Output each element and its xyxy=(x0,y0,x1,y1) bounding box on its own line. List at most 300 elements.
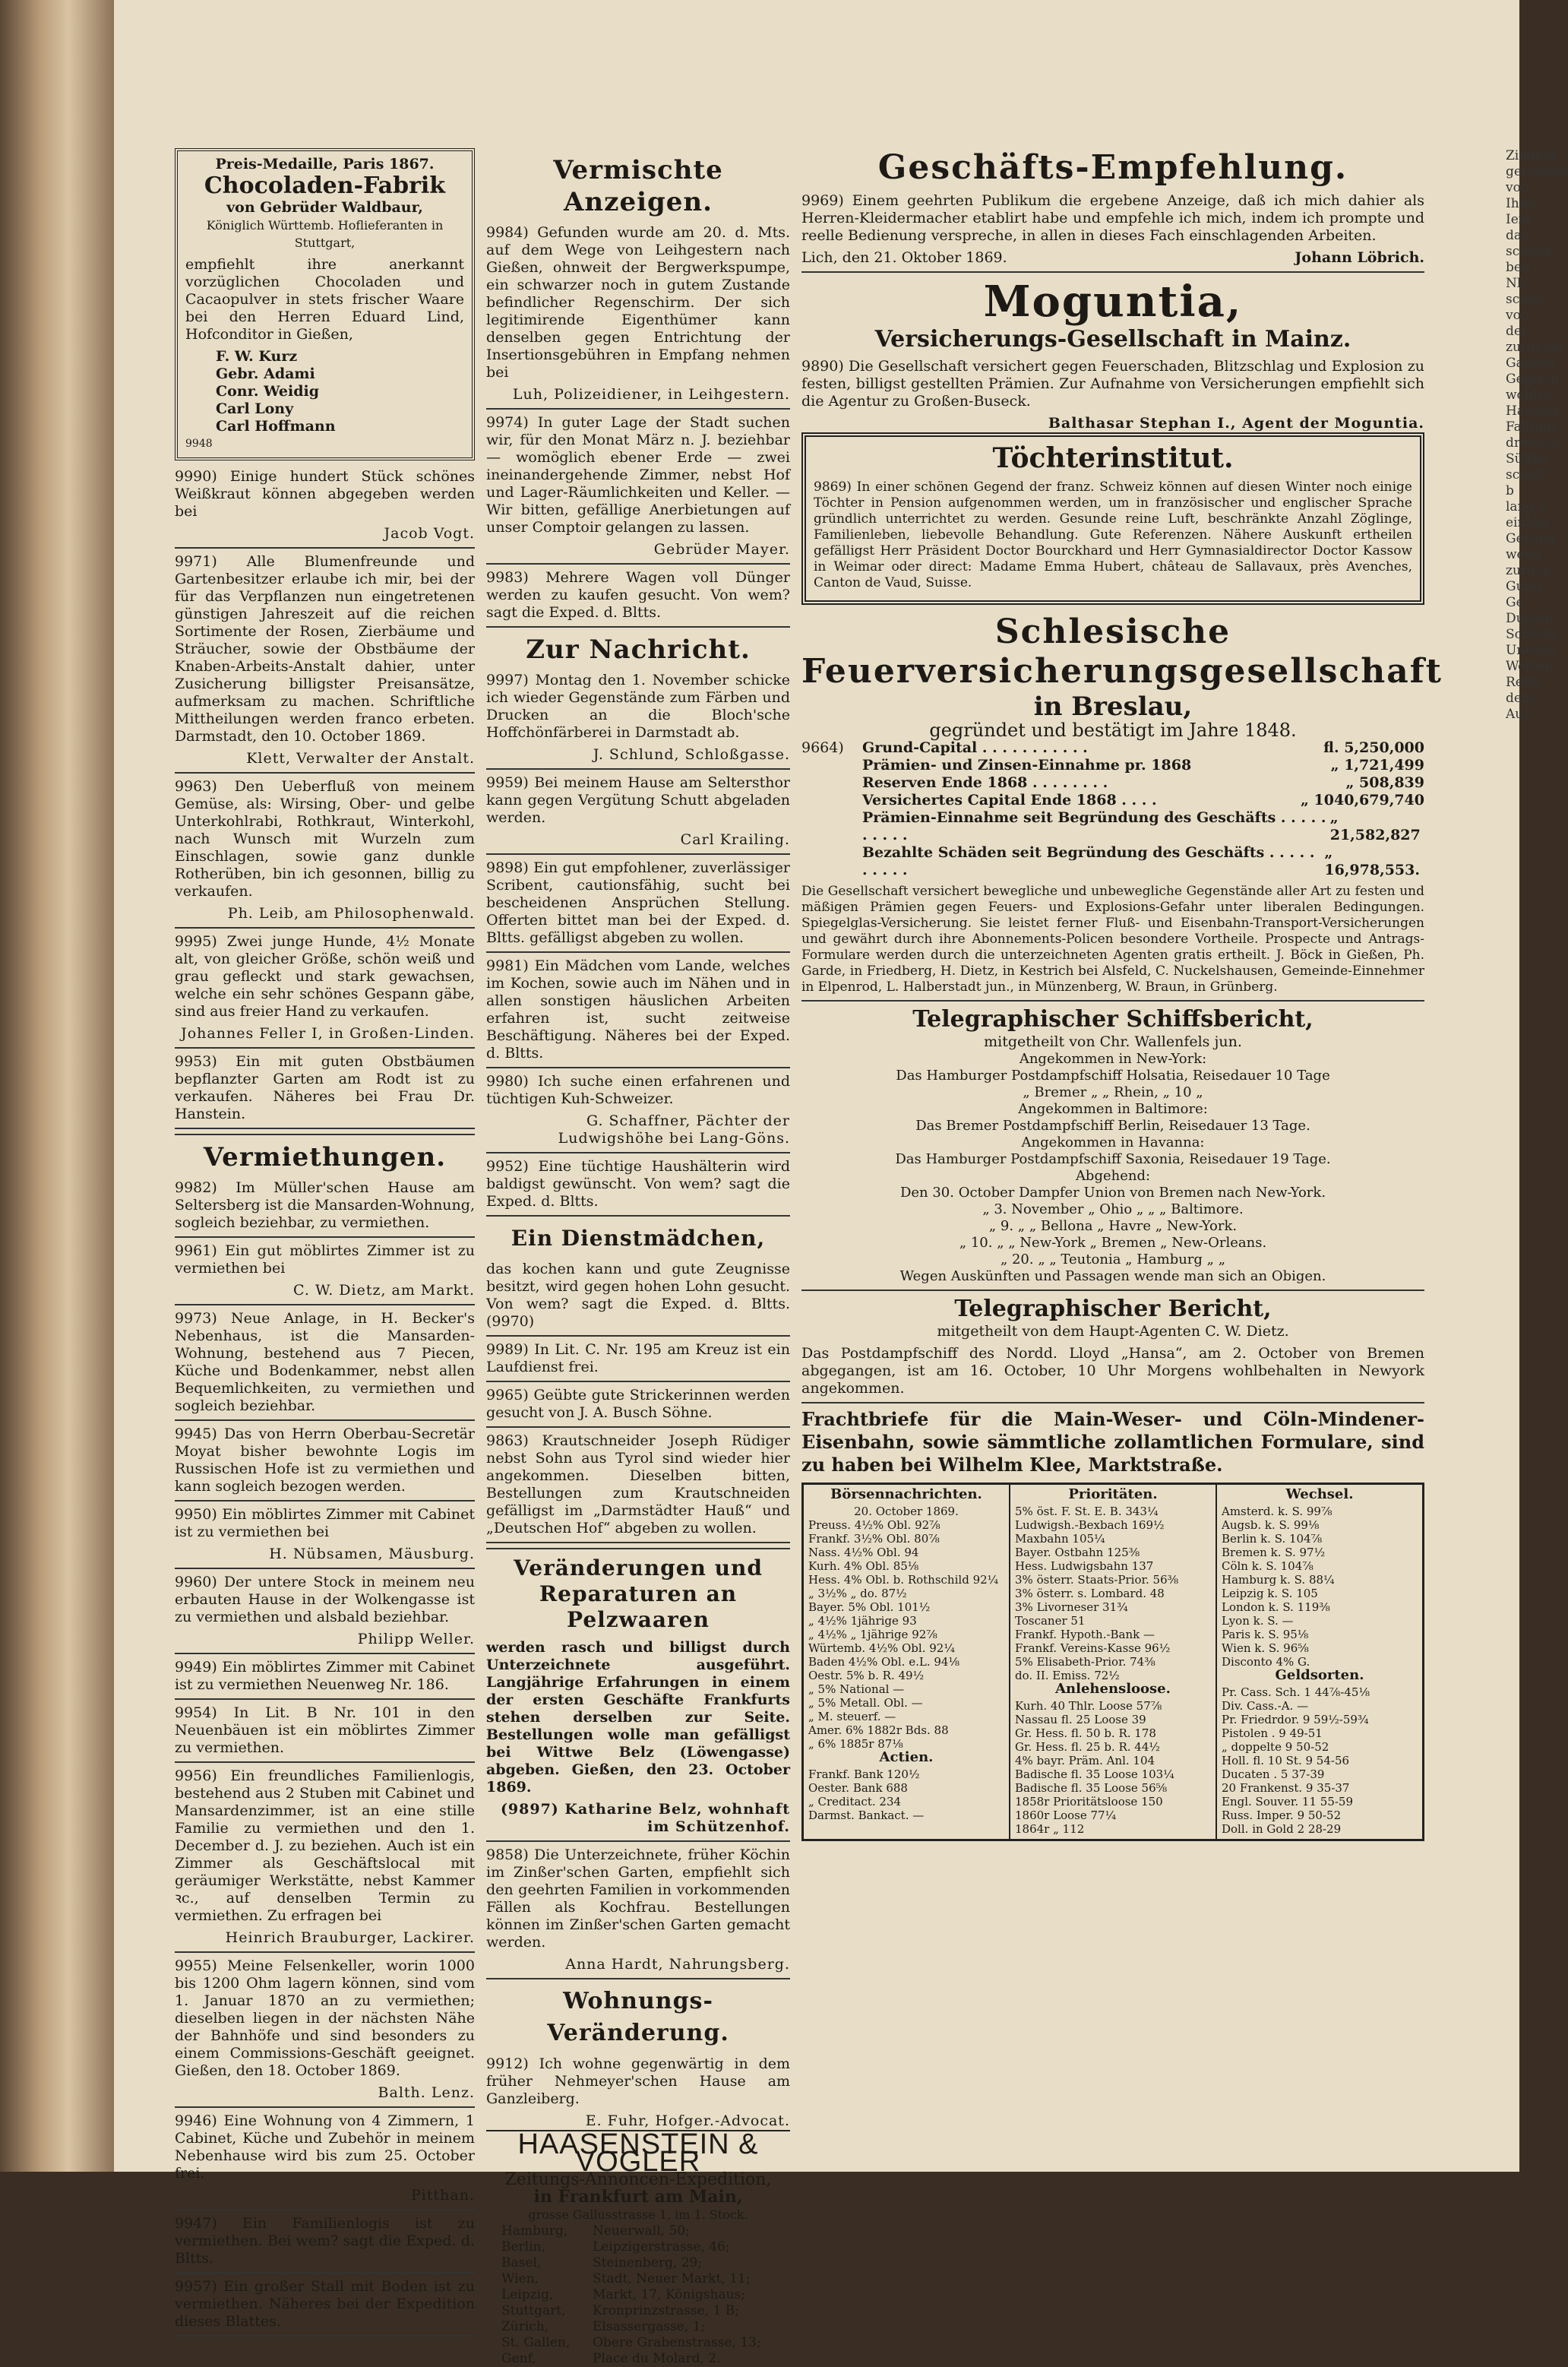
vermiet-item-sig: Philipp Weller. xyxy=(357,1631,475,1647)
hv-branch-city: Berlin, xyxy=(501,2239,545,2255)
cut-text-fragment: zurückm xyxy=(1506,340,1563,355)
geld-line: Ducaten . 5 37-39 xyxy=(1222,1767,1325,1781)
ship-line: Angekommen in New-York: xyxy=(1019,1051,1207,1067)
ad-item-sig: G. Schaffner, Pächter der Ludwigshöhe bei Lang-Göns. xyxy=(558,1112,790,1147)
ship-line: Das Hamburger Postdampfschiff Holsatia, Reisedauer 10 Tage xyxy=(896,1068,1330,1084)
tel2-heading: Telegraphischer Bericht, xyxy=(954,1296,1272,1322)
divider xyxy=(175,1653,475,1654)
cut-text-fragment: Ganges xyxy=(1506,356,1555,371)
tel1-lines xyxy=(801,1051,1424,1285)
chocolate-ad xyxy=(175,148,475,460)
schlesische-value: „ 16,978,553. xyxy=(1324,844,1420,878)
ad-item xyxy=(486,414,790,565)
ship-line: „ 9. „ „ Bellona „ Havre „ New-York. xyxy=(988,1218,1238,1234)
col2-ads-3 xyxy=(486,1341,790,1543)
divider xyxy=(175,1304,475,1305)
cut-text-fragment: dem xyxy=(1506,691,1535,706)
aktien-list xyxy=(808,1767,1004,1822)
geld-line: Doll. in Gold 2 28-29 xyxy=(1222,1822,1342,1836)
geld-line: Div. Cass.-A. — xyxy=(1222,1699,1309,1713)
ship-line: Angekommen in Baltimore: xyxy=(1018,1101,1208,1117)
divider xyxy=(175,1568,475,1569)
hv-branch-city: Wien, xyxy=(501,2271,539,2286)
hv-branch-address: Markt, 17, Königshaus; xyxy=(593,2287,746,2302)
cut-text-fragment: drenlich xyxy=(1506,435,1560,451)
anl-line: Badische fl. 35 Loose 103¼ xyxy=(1015,1767,1174,1781)
divider xyxy=(175,1236,475,1238)
ad-item-sig: J. Schlund, Schloßgasse. xyxy=(593,746,790,763)
ad-item xyxy=(486,859,790,953)
vermiet-item-text: 9949) Ein möblirtes Zimmer mit Cabinet ist zu vermiethen Neuenweg Nr. 186. xyxy=(175,1659,475,1693)
ad-item-text: 9952) Eine tüchtige Haushälterin wird baldigst gewünscht. Von wem? sagt die Exped. d. Bltts. xyxy=(486,1158,790,1210)
cut-text-fragment: Fallthür xyxy=(1506,419,1558,435)
prio-line: 5% öst. F. St. E. B. 343¼ xyxy=(1015,1505,1159,1518)
tel1-sub: mitgetheilt von Chr. Wallenfels jun. xyxy=(984,1033,1242,1050)
ad-item-text: 9984) Gefunden wurde am 20. d. Mts. auf dem Wege von Leihgestern nach Gießen, ohnweit der Bergwerkspumpe, ein schwarzer noch in gutem Zustande befindlicher Regenschirm. Der sich legitimirende Eigenthümer kann denselben gegen Entrichtung der Insertionsgebühren in Empfang nehmen bei xyxy=(486,224,790,381)
dealer-4: Carl Lony xyxy=(216,400,294,417)
hv-branch-address: Kronprinzstrasse, 1 B; xyxy=(593,2303,739,2318)
prio-line: Bayer. Ostbahn 125⅜ xyxy=(1015,1546,1140,1559)
ship-line: „ 10. „ „ New-York „ Bremen „ New-Orleans. xyxy=(959,1235,1267,1251)
dealer-2: Gebr. Adami xyxy=(216,365,315,382)
toechter-box xyxy=(801,432,1424,605)
divider xyxy=(175,772,475,774)
geschaefts-sig: Johann Löbrich. xyxy=(1295,249,1424,266)
ad-item xyxy=(486,1073,790,1153)
hv-branch-city: Basel, xyxy=(501,2255,542,2270)
cut-text-fragment: wenn xyxy=(1506,547,1541,562)
vermiet-item xyxy=(175,1506,475,1569)
aktien-line: Oester. Bank 688 xyxy=(808,1781,908,1795)
divider xyxy=(175,2272,475,2274)
hv-branch-row xyxy=(501,2335,790,2351)
boerse-date: 20. October 1869. xyxy=(854,1505,959,1518)
anl-title: Anlehensloose. xyxy=(1055,1681,1171,1697)
prio-line: 5% Elisabeth-Prior. 74⅜ xyxy=(1015,1655,1155,1669)
divider xyxy=(175,1047,475,1049)
geschaefts-text: 9969) Einem geehrten Publikum die ergebene Anzeige, daß ich mich dahier als Herren-Kleidermacher etablirt habe und empfehle ich mich, indem ich prompte und reelle Bedienung verspreche, in allen in dieses Fach einschlagenden Arbeiten. xyxy=(801,192,1424,244)
hv-branch-city: St. Gallen, xyxy=(501,2335,571,2350)
ad-item xyxy=(486,1432,790,1543)
schlesische-value: „ 21,582,827 xyxy=(1329,809,1421,843)
ad-item-sig: Johannes Feller I, in Großen-Linden. xyxy=(181,1025,475,1042)
newspaper-page xyxy=(114,0,1568,2366)
hv-branch-row xyxy=(501,2271,790,2287)
schlesische-row xyxy=(862,739,1424,757)
cut-text-fragment: gerabgen xyxy=(1506,164,1568,179)
anl-line: Gr. Hess. fl. 50 b. R. 178 xyxy=(1015,1726,1156,1740)
hv-branch-row xyxy=(501,2239,790,2255)
geld-line: Holl. fl. 10 St. 9 54-56 xyxy=(1222,1754,1350,1767)
schlesische-num: 9664) xyxy=(801,739,844,756)
column-2 xyxy=(486,148,790,2367)
wechsel-line: London k. S. 119⅜ xyxy=(1222,1600,1330,1614)
geld-list xyxy=(1222,1685,1418,1836)
wohn-heading: Wohnungs-Veränderung. xyxy=(547,1988,729,2046)
geld-line: Pr. Friedrdor. 9 59½-59¾ xyxy=(1222,1713,1369,1726)
ad-item xyxy=(486,1158,790,1217)
vermiet-item-text: 9960) Der untere Stock in meinem neu erbauten Hause in der Wolkengasse ist zu vermiethen und alsbald beziehbar. xyxy=(175,1574,475,1625)
vermiet-item xyxy=(175,1426,475,1502)
vermiet-item-sig: C. W. Dietz, am Markt. xyxy=(293,1282,475,1299)
hv-branch-city: Stuttgart, xyxy=(501,2303,566,2318)
vermiet-item xyxy=(175,1659,475,1700)
schlesische-value: „ 1,721,499 xyxy=(1330,757,1424,774)
ad-item-sig: Jacob Vogt. xyxy=(384,525,475,542)
vermiet-item xyxy=(175,2215,475,2274)
divider xyxy=(175,1698,475,1700)
geld-line: Pr. Cass. Sch. 1 44⅞-45⅛ xyxy=(1222,1685,1370,1699)
hv-branch-city: Leipzig, xyxy=(501,2287,554,2302)
cut-text-fragment: Unruhe xyxy=(1506,643,1556,658)
bond-line: Amer. 6% 1882r Bds. 88 xyxy=(808,1723,949,1737)
wechsel-line: Disconto 4% G. xyxy=(1222,1655,1310,1669)
vermiet-item-text: 9956) Ein freundliches Familienlogis, bestehend aus 2 Stuben mit Cabinet und Mansardenzimmer, ist an eine stille Familie zu vermiethen und den 1. December d. J. zu beziehen. Auch ist ein Zimmer als Geschäftslocal mit geräumiger Werkstätte, nebst Kammer ꝛc., auf denselben Termin zu vermiethen. Zu erfragen bei xyxy=(175,1767,475,1924)
schlesische-label: Versichertes Capital Ende 1868 . . . . xyxy=(862,792,1157,809)
schlesische-heading: Schlesische Feuerversicherungsgesellschaft xyxy=(801,612,1443,691)
bond-line: „ 4½% „ 1jährige 92⅞ xyxy=(808,1628,937,1641)
divider xyxy=(486,1152,790,1153)
wechsel-line: Cöln k. S. 104⅞ xyxy=(1222,1559,1314,1573)
ship-line: Angekommen in Havanna: xyxy=(1021,1134,1205,1150)
schlesische-table xyxy=(801,739,1424,879)
bond-line: Preuss. 4½% Obl. 92⅞ xyxy=(808,1518,940,1532)
divider xyxy=(486,1067,790,1068)
ad-item xyxy=(175,933,475,1049)
bond-line: Hess. 4% Obl. b. Rothschild 92¼ xyxy=(808,1573,999,1587)
ad-item-text: 9995) Zwei junge Hunde, 4½ Monate alt, von gleicher Größe, schön weiß und grau gefleckt und stark gewachsen, welche ein sehr schönes Gespann gäbe, sind aus freier Hand zu verkaufen. xyxy=(175,933,475,1020)
geld-line: Pistolen . 9 49-51 xyxy=(1222,1726,1323,1740)
tel1-heading: Telegraphischer Schiffsbericht, xyxy=(912,1006,1314,1033)
geld-line: „ doppelte 9 50-52 xyxy=(1222,1740,1329,1754)
prio-line: do. II. Emiss. 72½ xyxy=(1015,1669,1120,1682)
hv-branch-row xyxy=(501,2223,790,2239)
boerse-col-3 xyxy=(1217,1485,1422,1839)
vermiet-item-text: 9950) Ein möblirtes Zimmer mit Cabinet ist zu vermiethen bei xyxy=(175,1506,475,1540)
cut-text-fragment: wohlsh xyxy=(1506,388,1552,403)
cut-text-fragment: Aus xyxy=(1506,707,1530,722)
wechsel-line: Lyon k. S. — xyxy=(1222,1614,1294,1628)
anl-line: Nassau fl. 25 Loose 39 xyxy=(1015,1713,1146,1726)
vermischte-heading: Vermischte Anzeigen. xyxy=(553,155,723,217)
divider xyxy=(486,1426,790,1428)
bond-line: „ 4½% 1jährige 93 xyxy=(808,1614,917,1628)
prio-line: Hess. Ludwigsbahn 137 xyxy=(1015,1559,1154,1573)
ad-item-sig: Ph. Leib, am Philosophenwald. xyxy=(227,905,475,922)
cut-text-fragment: zurück xyxy=(1506,563,1551,578)
divider xyxy=(175,2106,475,2108)
hv-branch-address: Obere Grabenstrasse, 13; xyxy=(593,2335,761,2350)
wohn-text: 9912) Ich wohne gegenwärtig in dem früher Nehmeyer'schen Hause am Ganzleiberg. xyxy=(486,2055,790,2107)
divider xyxy=(175,1500,475,1502)
divider xyxy=(175,1951,475,1953)
divider xyxy=(486,626,790,628)
col2-ads-2 xyxy=(486,672,790,1217)
cut-text-fragment: Gesund xyxy=(1506,531,1556,546)
wechsel-list xyxy=(1222,1505,1418,1669)
anl-list xyxy=(1015,1699,1211,1836)
ship-line: Abgehend: xyxy=(1075,1168,1151,1184)
prio-title: Prioritäten. xyxy=(1068,1486,1158,1502)
wechsel-line: Paris k. S. 95⅛ xyxy=(1222,1628,1309,1641)
ad-9858-sig: Anna Hardt, Nahrungsberg. xyxy=(565,1956,790,1973)
anl-line: 4% bayr. Präm. Anl. 104 xyxy=(1015,1754,1155,1767)
cut-text-fragment: Zimmer xyxy=(1506,148,1557,163)
divider xyxy=(801,1290,1424,1291)
bond-line: „ 5% National — xyxy=(808,1682,905,1696)
divider xyxy=(486,853,790,855)
divider xyxy=(486,408,790,410)
divider xyxy=(486,1840,790,1842)
toechter-text: 9869) In einer schönen Gegend der franz. Schweiz können auf diesen Winter noch einige Töchter in Pension aufgenommen werden, um in französischer und englischer Sprache gründlich unterrichtet zu werden. Gesunde reine Luft, beschränkte Anzahl Zöglinge, Familienleben, liebevolle Behandlung. Gute Referenzen. Nähere Auskunft ertheilen gefälligst Herr Präsident Doctor Bourckhard und Herr Gymnasialdirector Doctor Kassow in Weimar oder direct: Madame Emma Hubert, château de Sallavaux, près Avenches, Canton de Vaud, Suisse. xyxy=(814,479,1412,590)
schlesische-label: Prämien-Einnahme seit Begründung des Geschäfts . . . . . . . . . . xyxy=(862,809,1326,843)
aktien-title: Actien. xyxy=(879,1749,934,1765)
divider xyxy=(175,1134,475,1135)
ad-item-sig: Gebrüder Mayer. xyxy=(653,541,790,558)
vermiet-item-sig: H. Nübsamen, Mäusburg. xyxy=(269,1546,475,1562)
ad-item-text: 9983) Mehrere Wagen voll Dünger werden zu kaufen gesucht. Von wem? sagt die Exped. d. Bltts. xyxy=(486,569,790,621)
ship-line: „ Bremer „ „ Rhein, „ 10 „ xyxy=(1023,1084,1203,1100)
divider xyxy=(486,1381,790,1382)
ad-item-text: 9963) Den Ueberfluß von meinem Gemüse, als: Wirsing, Ober- und gelbe Unterkohlrabi, Rothkraut, Winterkohl, nach Wunsch mit Wurzeln zum Einschlagen, sowie ganz dunkle Rotherüben, bin ich gesonnen, billig zu verkaufen. xyxy=(175,778,475,900)
vermiet-heading: Vermiethungen. xyxy=(203,1142,447,1172)
geschaefts-date: Lich, den 21. Oktober 1869. xyxy=(801,249,1007,266)
anl-line: 1860r Loose 77¼ xyxy=(1015,1808,1117,1822)
ad-item xyxy=(486,1387,790,1428)
pelz-heading: Veränderungen und Reparaturen an Pelzwaaren xyxy=(514,1555,763,1632)
ship-line: Wegen Auskünften und Passagen wende man sich an Obigen. xyxy=(899,1268,1326,1284)
column-1 xyxy=(175,148,475,2341)
vermiet-item xyxy=(175,2112,475,2210)
moguntia-text: 9890) Die Gesellschaft versichert gegen Feuerschaden, Blitzschlag und Explosion zu festen, billigst gestellten Prämien. Zur Aufnahme von Versicherungen empfiehlt sich die Agentur zu Großen-Buseck. xyxy=(801,358,1424,410)
ship-line: Das Bremer Postdampfschiff Berlin, Reisedauer 13 Tage. xyxy=(915,1118,1310,1134)
divider xyxy=(486,1215,790,1217)
vermiet-item xyxy=(175,1242,475,1305)
vermiet-item-text: 9957) Ein großer Stall mit Boden ist zu vermiethen. Näheres bei der Expedition dieses Blattes. xyxy=(175,2278,475,2330)
column-3 xyxy=(801,148,1443,1841)
col1-ads xyxy=(175,468,475,1129)
vermiet-item xyxy=(175,1957,475,2108)
schlesische-label: Grund-Capital . . . . . . . . . . . xyxy=(862,739,1088,756)
bond-line: Frankf. 3½% Obl. 80⅞ xyxy=(808,1532,940,1546)
hv-branch-row xyxy=(501,2319,790,2335)
ship-line: Den 30. October Dampfer Union von Bremen nach New-York. xyxy=(899,1185,1326,1201)
ad-item xyxy=(175,778,475,929)
cut-text-fragment: Ge xyxy=(1506,595,1524,610)
hv-branch-address: Stadt, Neuer Markt, 11; xyxy=(593,2271,751,2286)
ad-item-sig: Carl Krailing. xyxy=(680,831,790,848)
wechsel-line: Berlin k. S. 104⅞ xyxy=(1222,1532,1323,1546)
bond-line: „ 6% 1885r 87⅛ xyxy=(808,1737,903,1751)
schlesische-row xyxy=(862,757,1424,774)
bond-line: „ M. steuerf. — xyxy=(808,1710,896,1723)
wechsel-line: Wien k. S. 96⅝ xyxy=(1222,1641,1309,1655)
prio-line: 3% österr. Staats-Prior. 56⅜ xyxy=(1015,1573,1179,1587)
prio-line: 3% Livorneser 31¾ xyxy=(1015,1600,1128,1614)
cut-text-fragment: Sülfan xyxy=(1506,451,1548,467)
ad-item-text: 9898) Ein gut empfohlener, zuverlässiger Scribent, cautionsfähig, sucht bei bescheidenen Ansprüchen Stellung. Offerten bittet man bei der Exped. d. Bltts. gefälligst abgeben zu wollen. xyxy=(486,859,790,946)
ad-item xyxy=(486,569,790,628)
hv-branch-row xyxy=(501,2351,790,2367)
tel2-text: Das Postdampfschiff des Nordd. Lloyd „Hansa“, am 2. October von Bremen abgegangen, ist am 16. October, 10 Uhr Morgens wohlbehalten in Newyork angekommen. xyxy=(801,1345,1424,1397)
choc-text: empfiehlt ihre anerkannt vorzüglichen Chocoladen und Cacaopulver in stets frischer Waare bei den Herren Eduard Lind, Hofconditor in Gießen, xyxy=(185,256,464,343)
toechter-heading: Töchterinstitut. xyxy=(992,442,1234,474)
col2-ads-1 xyxy=(486,224,790,628)
divider xyxy=(175,1761,475,1763)
choc-title-1: Preis-Medaille, Paris 1867. xyxy=(215,156,435,172)
geld-line: Engl. Souver. 11 55-59 xyxy=(1222,1795,1354,1808)
divider xyxy=(175,1128,475,1129)
geld-title: Geldsorten. xyxy=(1275,1667,1364,1683)
ad-item-text: 9990) Einige hundert Stück schönes Weißkraut können abgegeben werden bei xyxy=(175,468,475,520)
schlesische-founded: gegründet und bestätigt im Jahre 1848. xyxy=(929,720,1297,741)
cut-text-fragment: einhba xyxy=(1506,515,1551,530)
vermiet-item xyxy=(175,1574,475,1654)
schlesische-value: fl. 5,250,000 xyxy=(1323,739,1424,756)
choc-title-3: von Gebrüder Waldbaur, xyxy=(226,199,423,216)
divider xyxy=(175,1419,475,1421)
vermiet-item xyxy=(175,1179,475,1238)
cut-text-fragment: Iein das xyxy=(1506,212,1532,243)
tel2-sub: mitgetheilt von dem Haupt-Agenten C. W. Dietz. xyxy=(937,1323,1289,1340)
cut-text-fragment: Werten xyxy=(1506,659,1554,674)
ship-line: Das Hamburger Postdampfschiff Saxonia, Reisedauer 19 Tage. xyxy=(895,1151,1331,1167)
ad-item-text: 9959) Bei meinem Hause am Seltersthor kann gegen Vergütung Schutt abgeladen werden. xyxy=(486,774,790,826)
ad-item-text: 9974) In guter Lage der Stadt suchen wir, für den Monat März n. J. beziehbar — womöglich ebener Erde — zwei ineinandergehende Zimmer, nebst Hof und Lager-Räumlichkeiten und Keller. — Wir bitten, gefällige Anerbietungen auf unser Comptoir gelangen zu lassen. xyxy=(486,414,790,536)
boerse-table xyxy=(801,1483,1424,1841)
hv-branch-address: Place du Molard, 2. xyxy=(593,2351,721,2366)
boerse-left-list xyxy=(808,1518,1004,1751)
hv-branch-address: Steinenberg, 29; xyxy=(593,2255,703,2270)
aktien-line: Frankf. Bank 120½ xyxy=(808,1767,920,1781)
nachricht-heading: Zur Nachricht. xyxy=(526,634,751,665)
hv-branch-city: Genf, xyxy=(501,2351,536,2366)
fracht-text: Frachtbriefe für die Main-Weser- und Cöln-Mindener-Eisenbahn, sowie sämmtliche zollamtlichen Formulare, sind zu haben bei Wilhelm Klee, Marktstraße. xyxy=(801,1408,1424,1476)
prio-list xyxy=(1015,1505,1211,1682)
vermiet-item xyxy=(175,1767,475,1953)
hv-branch-row xyxy=(501,2287,790,2303)
prio-line: Toscaner 51 xyxy=(1015,1614,1086,1628)
cut-text-fragment: Hausma xyxy=(1506,403,1560,419)
vermiet-item-text: 9946) Eine Wohnung von 4 Zimmern, 1 Cabinet, Küche und Zubehör in meinem Nebenhause wird bis zum 25. October frei. xyxy=(175,2112,475,2182)
vermiet-item-text: 9982) Im Müller'schen Hause am Seltersberg ist die Mansarden-Wohnung, sogleich beziehbar, zu vermiethen. xyxy=(175,1179,475,1231)
wechsel-line: Leipzig k. S. 105 xyxy=(1222,1587,1318,1600)
cut-text-fragment: Geipzäh xyxy=(1506,372,1560,387)
bond-line: „ 3½% „ do. 87½ xyxy=(808,1587,907,1600)
moguntia-sig: Balthasar Stephan I., Agent der Moguntia. xyxy=(1048,415,1424,432)
anl-line: Badische fl. 35 Loose 56⅝ xyxy=(1015,1781,1168,1795)
prio-line: Frankf. Hypoth.-Bank — xyxy=(1015,1628,1155,1641)
book-spine xyxy=(0,0,114,2172)
vermiet-item-sig: Balth. Lenz. xyxy=(378,2084,475,2101)
prio-line: 3% österr. s. Lombard. 48 xyxy=(1015,1587,1165,1600)
vermiet-item-text: 9973) Neue Anlage, in H. Becker's Nebenhaus, ist die Mansarden-Wohnung, bestehend aus 7 Piecen, Küche und Bodenkammer, nebst allen Bequemlichkeiten, zu vermiethen und sogleich beziehbar. xyxy=(175,1310,475,1414)
hv-sub: Zeitungs-Annoncen-Expedition, xyxy=(504,2170,772,2189)
divider xyxy=(486,951,790,953)
ad-item xyxy=(486,957,790,1068)
prio-line: Ludwigsh.-Bexbach 169½ xyxy=(1015,1518,1165,1532)
hv-branch-address: Elsassergasse, 1; xyxy=(593,2319,706,2334)
column-4-fragment xyxy=(1506,148,1568,723)
bond-line: Baden 4½% Obl. e.L. 94⅛ xyxy=(808,1655,959,1669)
dealer-1: F. W. Kurz xyxy=(216,348,298,365)
vermiet-item-sig: Pitthan. xyxy=(411,2187,475,2204)
ad-item-text: 9953) Ein mit guten Obstbäumen bepflanzter Garten am Rodt ist zu verkaufen. Näheres bei Frau Dr. Hanstein. xyxy=(175,1053,475,1122)
cut-text-fragment: lang a xyxy=(1506,499,1546,514)
haasenstein-vogler-logo: HAASENSTEIN & VOGLER xyxy=(486,2130,790,2171)
geld-line: Russ. Imper. 9 50-52 xyxy=(1222,1808,1342,1822)
schlesische-label: Prämien- und Zinsen-Einnahme pr. 1868 xyxy=(862,757,1192,774)
divider xyxy=(486,1978,790,1979)
choc-title-2: Chocoladen-Fabrik xyxy=(204,172,446,199)
divider xyxy=(801,271,1424,273)
vermiet-item-text: 9947) Ein Familienlogis ist zu vermiethen. Bei wem? sagt die Exped. d. Bltts. xyxy=(175,2215,475,2267)
ad-item-sig: Klett, Verwalter der Anstalt. xyxy=(246,750,475,767)
vermiet-item-text: 9955) Meine Felsenkeller, worin 1000 bis 1200 Ohm lagern können, sind vom 1. Januar 1870 an zu vermiethen; dieselben liegen in der nächsten Nähe der Bahnhöfe und sind besonders zu einem Commissions-Geschäft geeignet. Gießen, den 18. October 1869. xyxy=(175,1957,475,2079)
anl-line: 1864r „ 112 xyxy=(1015,1822,1085,1836)
wechsel-line: Hamburg k. S. 88¼ xyxy=(1222,1573,1335,1587)
schlesische-text: Die Gesellschaft versichert bewegliche und unbewegliche Gegenstände aller Art zu festen und mäßigen Prämien gegen Feuers- und Explosions-Gefahr unter liberalen Bedingungen. Spiegelglas-Versicherung. Sie leistet ferner Fluß- und Eisenbahn-Transport-Versicherungen und gewährt durch ihre Abonnements-Policen besondere Vortheile. Prospecte und Antrags-Formulare werden durch die unterzeichneten Agenten gratis ertheilt. J. Böck in Gießen, Ph. Garde, in Friedberg, H. Dietz, in Kestrich bei Alsfeld, C. Nuckelshausen, Gemeinde-Einnehmer in Elpenrod, L. Halberstadt jun., in Münzenberg, W. Braun, in Grünberg. xyxy=(801,884,1424,995)
ad-item xyxy=(486,672,790,770)
aktien-line: Darmst. Bankact. — xyxy=(808,1808,925,1822)
schlesische-row xyxy=(862,774,1424,792)
geschaefts-footer xyxy=(801,249,1424,267)
divider xyxy=(175,547,475,549)
wechsel-line: Augsb. k. S. 99⅛ xyxy=(1222,1518,1320,1532)
vermiet-item xyxy=(175,1310,475,1421)
schlesische-row xyxy=(862,844,1424,879)
choc-dealers xyxy=(185,348,464,435)
schlesische-row xyxy=(862,792,1424,809)
hv-addr: grosse Gallusstrasse 1, im 1. Stock. xyxy=(528,2207,748,2222)
hv-branches xyxy=(486,2223,790,2367)
geld-line: 20 Frankenst. 9 35-37 xyxy=(1222,1781,1350,1795)
schlesische-row xyxy=(862,809,1424,844)
schlesische-value: „ 508,839 xyxy=(1345,774,1424,791)
cut-text-fragment: von Ihne xyxy=(1506,180,1535,211)
divider xyxy=(486,563,790,565)
aktien-line: „ Creditact. 234 xyxy=(808,1795,902,1808)
hv-branch-address: Neuerwall, 50; xyxy=(593,2223,690,2239)
dealer-3: Conr. Weidig xyxy=(216,383,319,400)
pelz-text: werden rasch und billigst durch Unterzeichnete ausgeführt. Langjährige Erfahrungen in einem der ersten Geschäfte Frankfurts stehen derselben zur Seite. Bestellungen wolle man gefälligst bei Wittwe Belz (Löwengasse) abgeben. Gießen, den 23. October 1869. xyxy=(486,1639,790,1796)
vermiet-item-text: 9961) Ein gut möblirtes Zimmer ist zu vermiethen bei xyxy=(175,1242,475,1277)
anl-line: Kurh. 40 Thlr. Loose 57⅞ xyxy=(1015,1699,1162,1713)
bond-line: Würtemb. 4½% Obl. 92¼ xyxy=(808,1641,955,1655)
ad-item xyxy=(175,553,475,774)
wechsel-line: Amsterd. k. S. 99⅞ xyxy=(1222,1505,1332,1518)
dealer-5: Carl Hoffmann xyxy=(216,418,336,435)
schlesische-label: Reserven Ende 1868 . . . . . . . . xyxy=(862,774,1108,791)
divider xyxy=(801,1402,1424,1403)
wechsel-title: Wechsel. xyxy=(1285,1486,1354,1502)
ad-item-text: 9971) Alle Blumenfreunde und Gartenbesitzer erlaube ich mir, bei der für das Verpflanzen nun eingetretenen günstigen Jahreszeit auf die reichen Sortimente der Rosen, Zierbäume und Sträucher, sowie der Obstbäume der Knaben-Arbeits-Anstalt dahier, unter Zusicherung billigster Preisansätze, aufmerksam zu machen. Schriftliche Mittheilungen werden franco erbeten. Darmstadt, den 10. October 1869. xyxy=(175,553,475,745)
divider xyxy=(175,2335,475,2337)
choc-num: 9948 xyxy=(185,438,213,450)
hv-branch-address: Leipzigerstrasse, 46; xyxy=(593,2239,730,2255)
ad-item-text: 9981) Ein Mädchen vom Lande, welches im Kochen, sowie auch im Nähen und in allen sonstigen häuslichen Arbeiten erfahren ist, sucht zeitweise Beschäftigung. Näheres bei der Exped. d. Bltts. xyxy=(486,957,790,1062)
wechsel-line: Bremen k. S. 97½ xyxy=(1222,1546,1326,1559)
bond-line: Oestr. 5% b. R. 49½ xyxy=(808,1669,925,1682)
cut-text-fragment: von der xyxy=(1506,308,1529,339)
pelz-sig: (9897) Katharine Belz, wohnhaft im Schützenhof. xyxy=(500,1801,790,1835)
moguntia-title: Moguntia, xyxy=(983,277,1243,327)
ad-item xyxy=(486,224,790,410)
cut-text-fragment: ben Nb xyxy=(1506,260,1530,291)
divider xyxy=(175,927,475,929)
ship-line: „ 20. „ „ Teutonia „ Hamburg „ „ xyxy=(1000,1252,1226,1267)
prio-line: Maxbahn 105¼ xyxy=(1015,1532,1105,1546)
